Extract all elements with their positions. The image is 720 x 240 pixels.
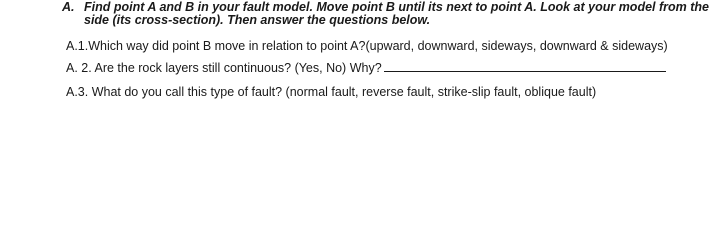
answer-blank-a2[interactable] [384, 61, 666, 72]
instruction-text-2: side (its cross-section). Then answer the questions below. [84, 13, 431, 27]
worksheet-section [0, 0, 720, 107]
question-a2-text: A. 2. Are the rock layers still continuous? (Yes, No) Why? [66, 61, 382, 75]
question-a1-text: A.1.Which way did point B move in relation to point A?(upward, downward, sideways, downward & sideways) [66, 39, 668, 53]
section-letter: A. [62, 0, 75, 14]
instruction-text-1: Find point A and B in your fault model. Move point B until its next to point A. Look at your model from the [84, 0, 709, 14]
question-a1 [66, 39, 668, 54]
instruction-line-2 [84, 13, 430, 28]
question-a3-text: A.3. What do you call this type of fault? (normal fault, reverse fault, strike-slip fault, oblique fault) [66, 85, 597, 99]
question-a2 [66, 61, 666, 76]
question-a3 [66, 85, 596, 100]
